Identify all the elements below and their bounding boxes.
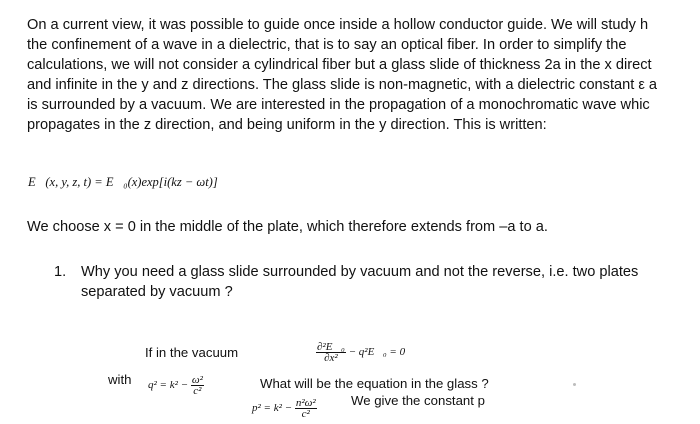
p-equation <box>252 398 317 419</box>
q-equation <box>148 375 204 396</box>
constant-p-text: We give the constant p <box>351 393 485 408</box>
question-line: Why you need a glass slide surrounded by vacuum and not the reverse, i.e. two plates <box>81 264 639 280</box>
vacuum-eq-rest: − q²E⃗₀ = 0 <box>348 346 406 359</box>
intro-line: calculations, we will not consider a cylindrical fiber but a glass slide of thickness 2a in the x direct <box>27 57 652 73</box>
intro-line: is surrounded by a vacuum. We are interested in the propagation of a monochromatic wave whic <box>27 97 650 113</box>
intro-line: On a current view, it was possible to guide once inside a hollow conductor guide. We will study h <box>27 17 649 33</box>
stray-dot <box>573 383 576 386</box>
intro-line: propagates in the z direction, and being uniform in the y direction. This is written: <box>27 117 547 133</box>
vacuum-equation <box>316 342 405 363</box>
p-eq-denominator: c² <box>301 408 310 420</box>
choose-origin-text: We choose x = 0 in the middle of the plate, which therefore extends from –a to a. <box>27 219 548 235</box>
p-eq-numerator: n²ω² <box>295 397 316 409</box>
p-eq-lhs: p² = k² − <box>252 402 293 415</box>
p-eq-fraction <box>295 398 317 419</box>
vacuum-eq-numerator: ∂²E⃗₀ <box>317 341 345 353</box>
q-eq-numerator: ω² <box>191 374 203 386</box>
q-eq-lhs: q² = k² − <box>148 379 189 392</box>
q-eq-fraction <box>191 375 204 396</box>
vacuum-eq-fraction <box>316 342 346 363</box>
vacuum-eq-denominator: ∂x² <box>324 352 338 364</box>
field-equation: E⃗(x, y, z, t) = E⃗₀(x)exp[i(kz − ωt)] <box>28 175 218 189</box>
with-label: with <box>108 372 132 387</box>
question-text <box>81 262 638 302</box>
intro-line: the confinement of a wave in a dielectric, that is to say an optical fiber. In order to simplify the <box>27 37 627 53</box>
glass-question: What will be the equation in the glass ? <box>260 376 489 391</box>
intro-line: and infinite in the y and z directions. The glass slide is non-magnetic, with a dielectric constant ε a <box>27 77 658 93</box>
vacuum-label: If in the vacuum <box>145 345 239 360</box>
q-eq-denominator: c² <box>193 385 202 397</box>
intro-paragraph <box>27 15 700 135</box>
question-number: 1. <box>54 264 67 280</box>
question-line: separated by vacuum ? <box>81 284 233 300</box>
